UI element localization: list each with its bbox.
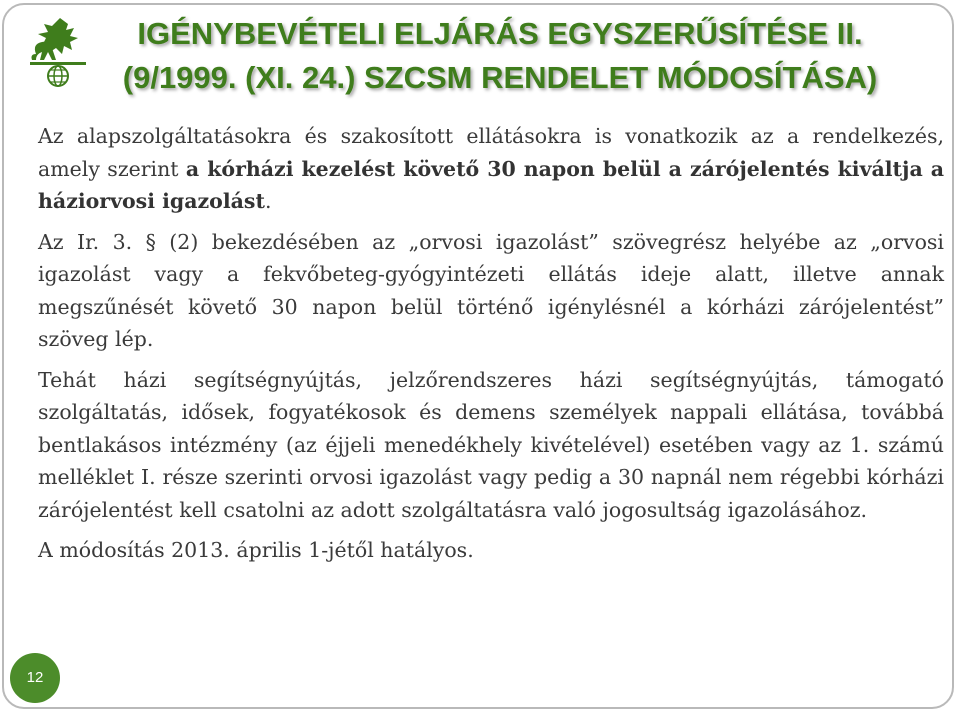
page-number-badge: 12 [10,653,60,703]
paragraph-1-text: Az alapszolgáltatásokra és szakosított ellátásokra is vonatkozik az a rendelkezés, amely szerint [38,124,944,181]
title-line-1: IGÉNYBEVÉTELI ELJÁRÁS EGYSZERŰSÍTÉSE II. [137,16,863,51]
paragraph-1-emphasis: a kórházi kezelést követő 30 napon belül a zárójelentés kiváltja a háziorvosi igazolást [38,156,944,213]
page-title [90,12,910,100]
paragraph-4: A módosítás 2013. április 1-jétől hatályos. [38,538,474,562]
paragraph-1 [38,120,944,218]
paragraph-3: Tehát házi segítségnyújtás, jelzőrendszeres házi segítségnyújtás, támogató szolgáltatás, idősek, fogyatékosok és demens személyek nappali ellátása, továbbá bentlakásos intézmény (az éjjeli menedékhely kivételével) esetében vagy az 1. számú melléklet I. része szerinti orvosi igazolást vagy pedig a 30 napnál nem régebbi kórházi zárójelentést kell csatolni az adott szolgáltatásra való jogosultság igazolásához. [38,367,944,522]
slide-body [38,120,944,567]
paragraph-1-end: . [264,189,272,213]
title-line-2: (9/1999. (XI. 24.) SZCSM RENDELET MÓDOSÍTÁSA) [122,60,878,95]
ministry-lion-logo-icon [22,14,92,88]
paragraph-2: Az Ir. 3. § (2) bekezdésében az „orvosi igazolást” szövegrész helyébe az „orvosi igazolást vagy a fekvőbeteg-gyógyintézeti ellátás ideje alatt, illetve annak megszűnését követő 30 napon belül történő igénylésnél a kórházi zárójelentést” szöveg lép. [38,229,944,351]
